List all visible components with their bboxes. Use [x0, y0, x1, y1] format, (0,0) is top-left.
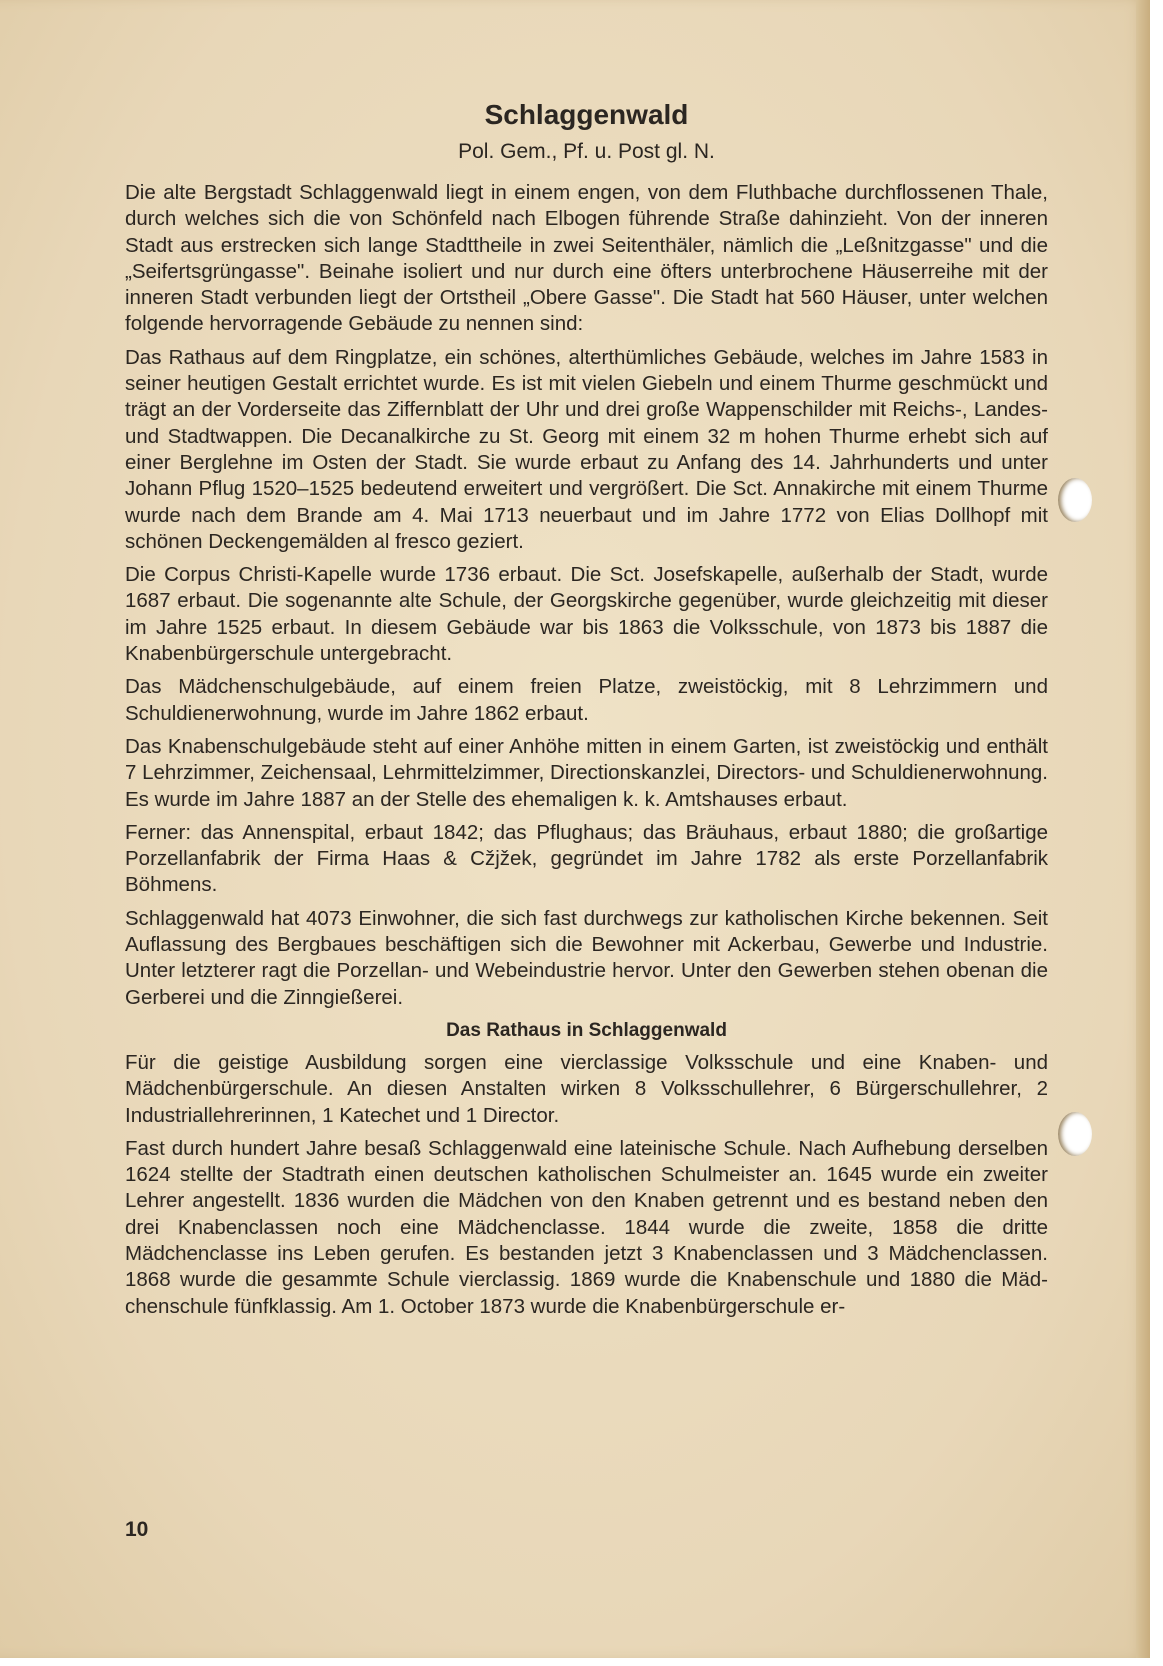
page-number: 10 [125, 1518, 149, 1541]
paragraph: Die Corpus Christi-Kapelle wurde 1736 erbaut. Die Sct. Josefskapelle, außerhalb der Stadt, wurde 1687 erbaut. Die sogenannte alte Schule, der Georgskirche gegenüber, wurde gleichzeitig mit dieser im Jahre 1525 erbaut. In diesem Gebäude war bis 1863 die Volksschule, von 1873 bis 1887 die Knabenbürgerschule untergebracht. [125, 563, 1048, 666]
page-title: Schlaggenwald [484, 99, 689, 130]
paragraph: Die alte Bergstadt Schlaggenwald liegt in einem engen, von dem Fluthbache durchflossenen Thale, durch welches sich die von Schönfeld nach Elbogen führende Straße dahinzieht. Von der inneren Stadt aus erstrecken sich lange Stadttheile in zwei Seitenthäler, nämlich die „Leßnitzgasse" und die „Seifertsgrüngasse". Beinahe isoliert und nur durch eine öfters unterbrochene Häuserreihe mit der inneren Stadt verbunden liegt der Ortstheil „Obere Gasse". Die Stadt hat 560 Häuser, unter welchen folgende hervorragende Gebäude zu nennen sind: [125, 181, 1048, 336]
paragraph: Das Rathaus auf dem Ringplatze, ein schönes, alterthümliches Gebäude, welches im Jahre 1583 in seiner heutigen Gestalt errichtet wurde. Es ist mit vielen Giebeln und einem Thurme geschmückt und trägt an der Vorderseite das Ziffernblatt der Uhr und drei große Wappenschilder mit Reichs-, Landes- und Stadtwappen. Die Decanalkirche zu St. Georg mit einem 32 m hohen Thurme erhebt sich auf einer Berglehne im Osten der Stadt. Sie wurde erbaut zu Anfang des 14. Jahrhunderts und unter Johann Pflug 1520–1525 bedeutend erweitert und vergrößert. Die Sct. Annakirche mit einem Thurme wurde nach dem Brande am 4. Mai 1713 neuerbaut und im Jahre 1772 von Elias Dollhopf mit schönen Deckengemälden al fresco geziert. [125, 345, 1048, 553]
paragraph: Für die geistige Ausbildung sorgen eine vierclassige Volksschule und eine Knaben- und Mädchenbürgerschule. An diesen Anstalten wirken 8 Volksschullehrer, 6 Bürgerschullehrer, 2 Industriallehrerinnen, 1 Katechet und 1 Director. [125, 1050, 1048, 1127]
page-spine-edge [1136, 0, 1150, 1658]
page-subtitle: Pol. Gem., Pf. u. Post gl. N. [458, 140, 715, 163]
page-content [125, 96, 1048, 1327]
section-caption: Das Rathaus in Schlaggenwald [446, 1019, 727, 1041]
paragraph: Ferner: das Annenspital, erbaut 1842; das Pflughaus; das Bräuhaus, erbaut 1880; die großartige Porzellanfabrik der Firma Haas & Cžjžek, gegründet im Jahre 1782 als erste Porzellanfabrik Böhmens. [125, 820, 1048, 897]
punch-hole-upper [1058, 478, 1092, 522]
paragraph: Fast durch hundert Jahre besaß Schlaggenwald eine lateinische Schule. Nach Aufhebung derselben 1624 stellte der Stadtrath einen deutschen katholischen Schulmeister an. 1645 wurde ein zweiter Lehrer angestellt. 1836 wurden die Mädchen von den Knaben getrennt und es bestand neben den drei Knabenclassen noch eine Mädchenclasse. 1844 wurde die zweite, 1858 die dritte Mädchenclasse ins Leben gerufen. Es bestanden jetzt 3 Knabenclassen und 3 Mädchenclassen. 1868 wurde die gesammte Schule vierclassig. 1869 wurde die Knabenschule und 1880 die Mädchenschule fünfklassig. Am 1. October 1873 wurde die Knabenbürgerschule er- [125, 1136, 1048, 1318]
paragraph: Das Knabenschulgebäude steht auf einer Anhöhe mitten in einem Garten, ist zweistöckig und enthält 7 Lehrzimmer, Zeichensaal, Lehrmittelzimmer, Directionskanzlei, Directors- und Schuldienerwohnung. Es wurde im Jahre 1887 an der Stelle des ehemaligen k. k. Amtshauses erbaut. [125, 734, 1048, 811]
punch-hole-lower [1058, 1112, 1092, 1156]
paragraph: Das Mädchenschulgebäude, auf einem freien Platze, zweistöckig, mit 8 Lehrzimmern und Schuldienerwohnung, wurde im Jahre 1862 erbaut. [125, 675, 1048, 725]
paragraph: Schlaggenwald hat 4073 Einwohner, die sich fast durchwegs zur katholischen Kirche bekennen. Seit Auflassung des Bergbaues beschäftigen sich die Bewohner mit Ackerbau, Gewerbe und Industrie. Unter letzterer ragt die Porzellan- und Webeindustrie hervor. Unter den Gewerben stehen obenan die Gerberei und die Zinngießerei. [125, 906, 1048, 1009]
